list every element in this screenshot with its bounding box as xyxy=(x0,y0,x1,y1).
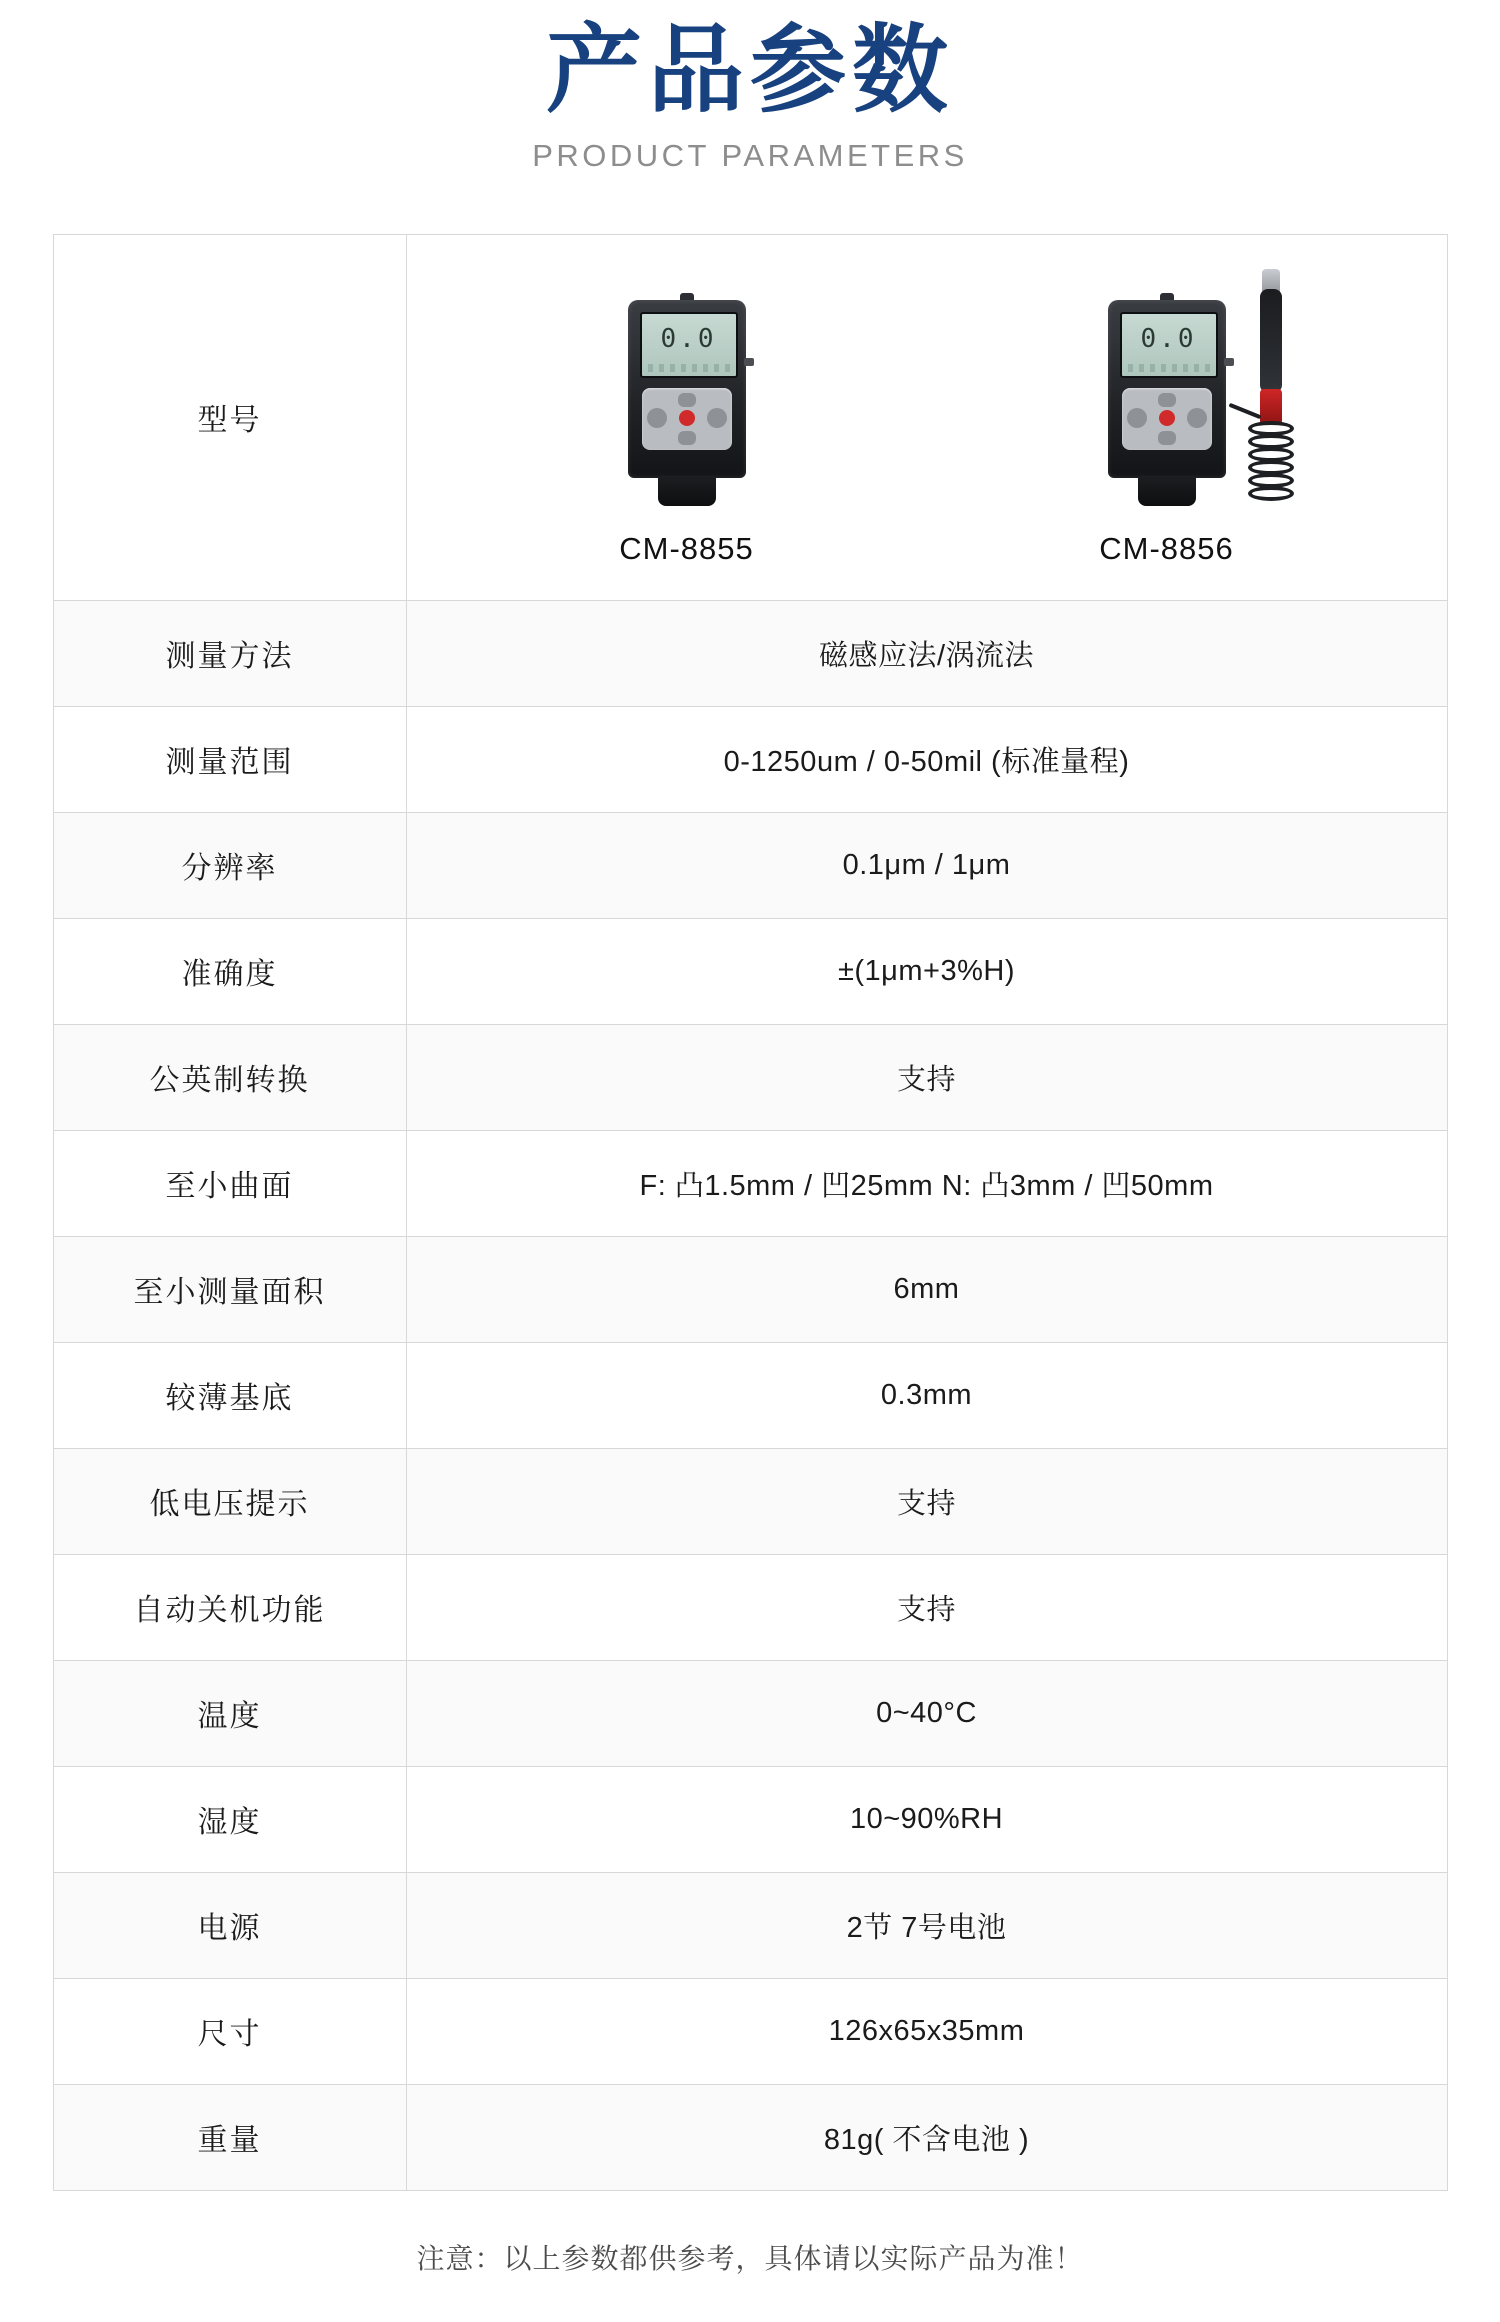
key-up xyxy=(678,393,696,407)
key-down xyxy=(1158,431,1176,445)
model-name-label: CM-8856 xyxy=(1099,531,1234,567)
page-title: 产品参数 xyxy=(546,17,954,124)
table-row xyxy=(53,600,1447,706)
key-right xyxy=(707,408,727,428)
footer-note: 注意：以上参数都供参考，具体请以实际产品为准！ xyxy=(416,2242,1084,2274)
device-body xyxy=(1108,300,1226,478)
table-row-model xyxy=(53,234,1447,600)
probe-grip xyxy=(1260,389,1282,425)
row-value: 6mm xyxy=(406,1236,1447,1342)
device-keypad xyxy=(642,388,732,450)
row-value: 126x65x35mm xyxy=(406,1978,1447,2084)
table-row xyxy=(53,1872,1447,1978)
row-value: 81g( 不含电池 ) xyxy=(406,2084,1447,2190)
coating-thickness-gauge-with-probe-icon xyxy=(1108,300,1226,515)
device-screen xyxy=(1120,312,1218,378)
screen-indicators xyxy=(1128,364,1210,372)
device-port xyxy=(744,358,754,366)
row-label: 温度 xyxy=(53,1660,406,1766)
coating-thickness-gauge-icon xyxy=(628,300,746,515)
device-screen xyxy=(640,312,738,378)
key-left xyxy=(1127,408,1147,428)
device-keypad xyxy=(1122,388,1212,450)
row-label: 准确度 xyxy=(53,918,406,1024)
spec-table xyxy=(53,234,1448,2191)
row-value-model xyxy=(406,234,1447,600)
model-item xyxy=(527,265,847,567)
probe-cable-link xyxy=(1228,403,1261,419)
row-label: 低电压提示 xyxy=(53,1448,406,1554)
model-name-label: CM-8855 xyxy=(619,531,754,567)
row-value: F: 凸1.5mm / 凹25mm N: 凸3mm / 凹50mm xyxy=(406,1130,1447,1236)
model-gallery xyxy=(407,267,1447,567)
row-value: 0.3mm xyxy=(406,1342,1447,1448)
device-base xyxy=(1138,476,1196,506)
table-row xyxy=(53,1130,1447,1236)
table-row xyxy=(53,1554,1447,1660)
screen-reading: 0.0 xyxy=(1140,324,1197,355)
key-up xyxy=(1158,393,1176,407)
table-row xyxy=(53,1448,1447,1554)
row-label: 测量方法 xyxy=(53,600,406,706)
spec-table-body xyxy=(53,234,1447,2190)
row-label: 至小曲面 xyxy=(53,1130,406,1236)
row-label: 自动关机功能 xyxy=(53,1554,406,1660)
row-label-model: 型号 xyxy=(53,234,406,600)
model-item xyxy=(1007,265,1327,567)
device-base xyxy=(658,476,716,506)
row-label: 尺寸 xyxy=(53,1978,406,2084)
row-label: 电源 xyxy=(53,1872,406,1978)
row-value: ±(1μm+3%H) xyxy=(406,918,1447,1024)
screen-indicators xyxy=(648,364,730,372)
row-label: 至小测量面积 xyxy=(53,1236,406,1342)
key-power xyxy=(1159,410,1175,426)
probe-handle xyxy=(1260,289,1282,393)
table-row xyxy=(53,812,1447,918)
table-row xyxy=(53,1766,1447,1872)
table-row xyxy=(53,1660,1447,1766)
row-value: 0.1μm / 1μm xyxy=(406,812,1447,918)
probe-coiled-cable xyxy=(1248,421,1294,513)
external-probe-icon xyxy=(1226,289,1346,521)
row-label: 公英制转换 xyxy=(53,1024,406,1130)
row-value: 磁感应法/涡流法 xyxy=(406,600,1447,706)
table-row xyxy=(53,1236,1447,1342)
table-row xyxy=(53,706,1447,812)
row-label: 测量范围 xyxy=(53,706,406,812)
key-power xyxy=(679,410,695,426)
row-label: 重量 xyxy=(53,2084,406,2190)
table-row xyxy=(53,2084,1447,2190)
row-label: 较薄基底 xyxy=(53,1342,406,1448)
row-value: 0~40°C xyxy=(406,1660,1447,1766)
key-down xyxy=(678,431,696,445)
spec-table-wrapper xyxy=(53,234,1448,2191)
device-image-cm8855 xyxy=(628,265,746,515)
table-row xyxy=(53,1342,1447,1448)
page-header xyxy=(0,0,1500,174)
row-label: 湿度 xyxy=(53,1766,406,1872)
table-row xyxy=(53,1978,1447,2084)
device-body xyxy=(628,300,746,478)
row-value: 0-1250um / 0-50mil (标准量程) xyxy=(406,706,1447,812)
key-right xyxy=(1187,408,1207,428)
row-label: 分辨率 xyxy=(53,812,406,918)
screen-reading: 0.0 xyxy=(660,324,717,355)
page-subtitle: PRODUCT PARAMETERS xyxy=(532,137,968,173)
table-row xyxy=(53,1024,1447,1130)
row-value: 支持 xyxy=(406,1554,1447,1660)
row-value: 支持 xyxy=(406,1024,1447,1130)
row-value: 10~90%RH xyxy=(406,1766,1447,1872)
device-image-cm8856 xyxy=(1108,265,1226,515)
row-value: 2节 7号电池 xyxy=(406,1872,1447,1978)
row-value: 支持 xyxy=(406,1448,1447,1554)
key-left xyxy=(647,408,667,428)
table-row xyxy=(53,918,1447,1024)
